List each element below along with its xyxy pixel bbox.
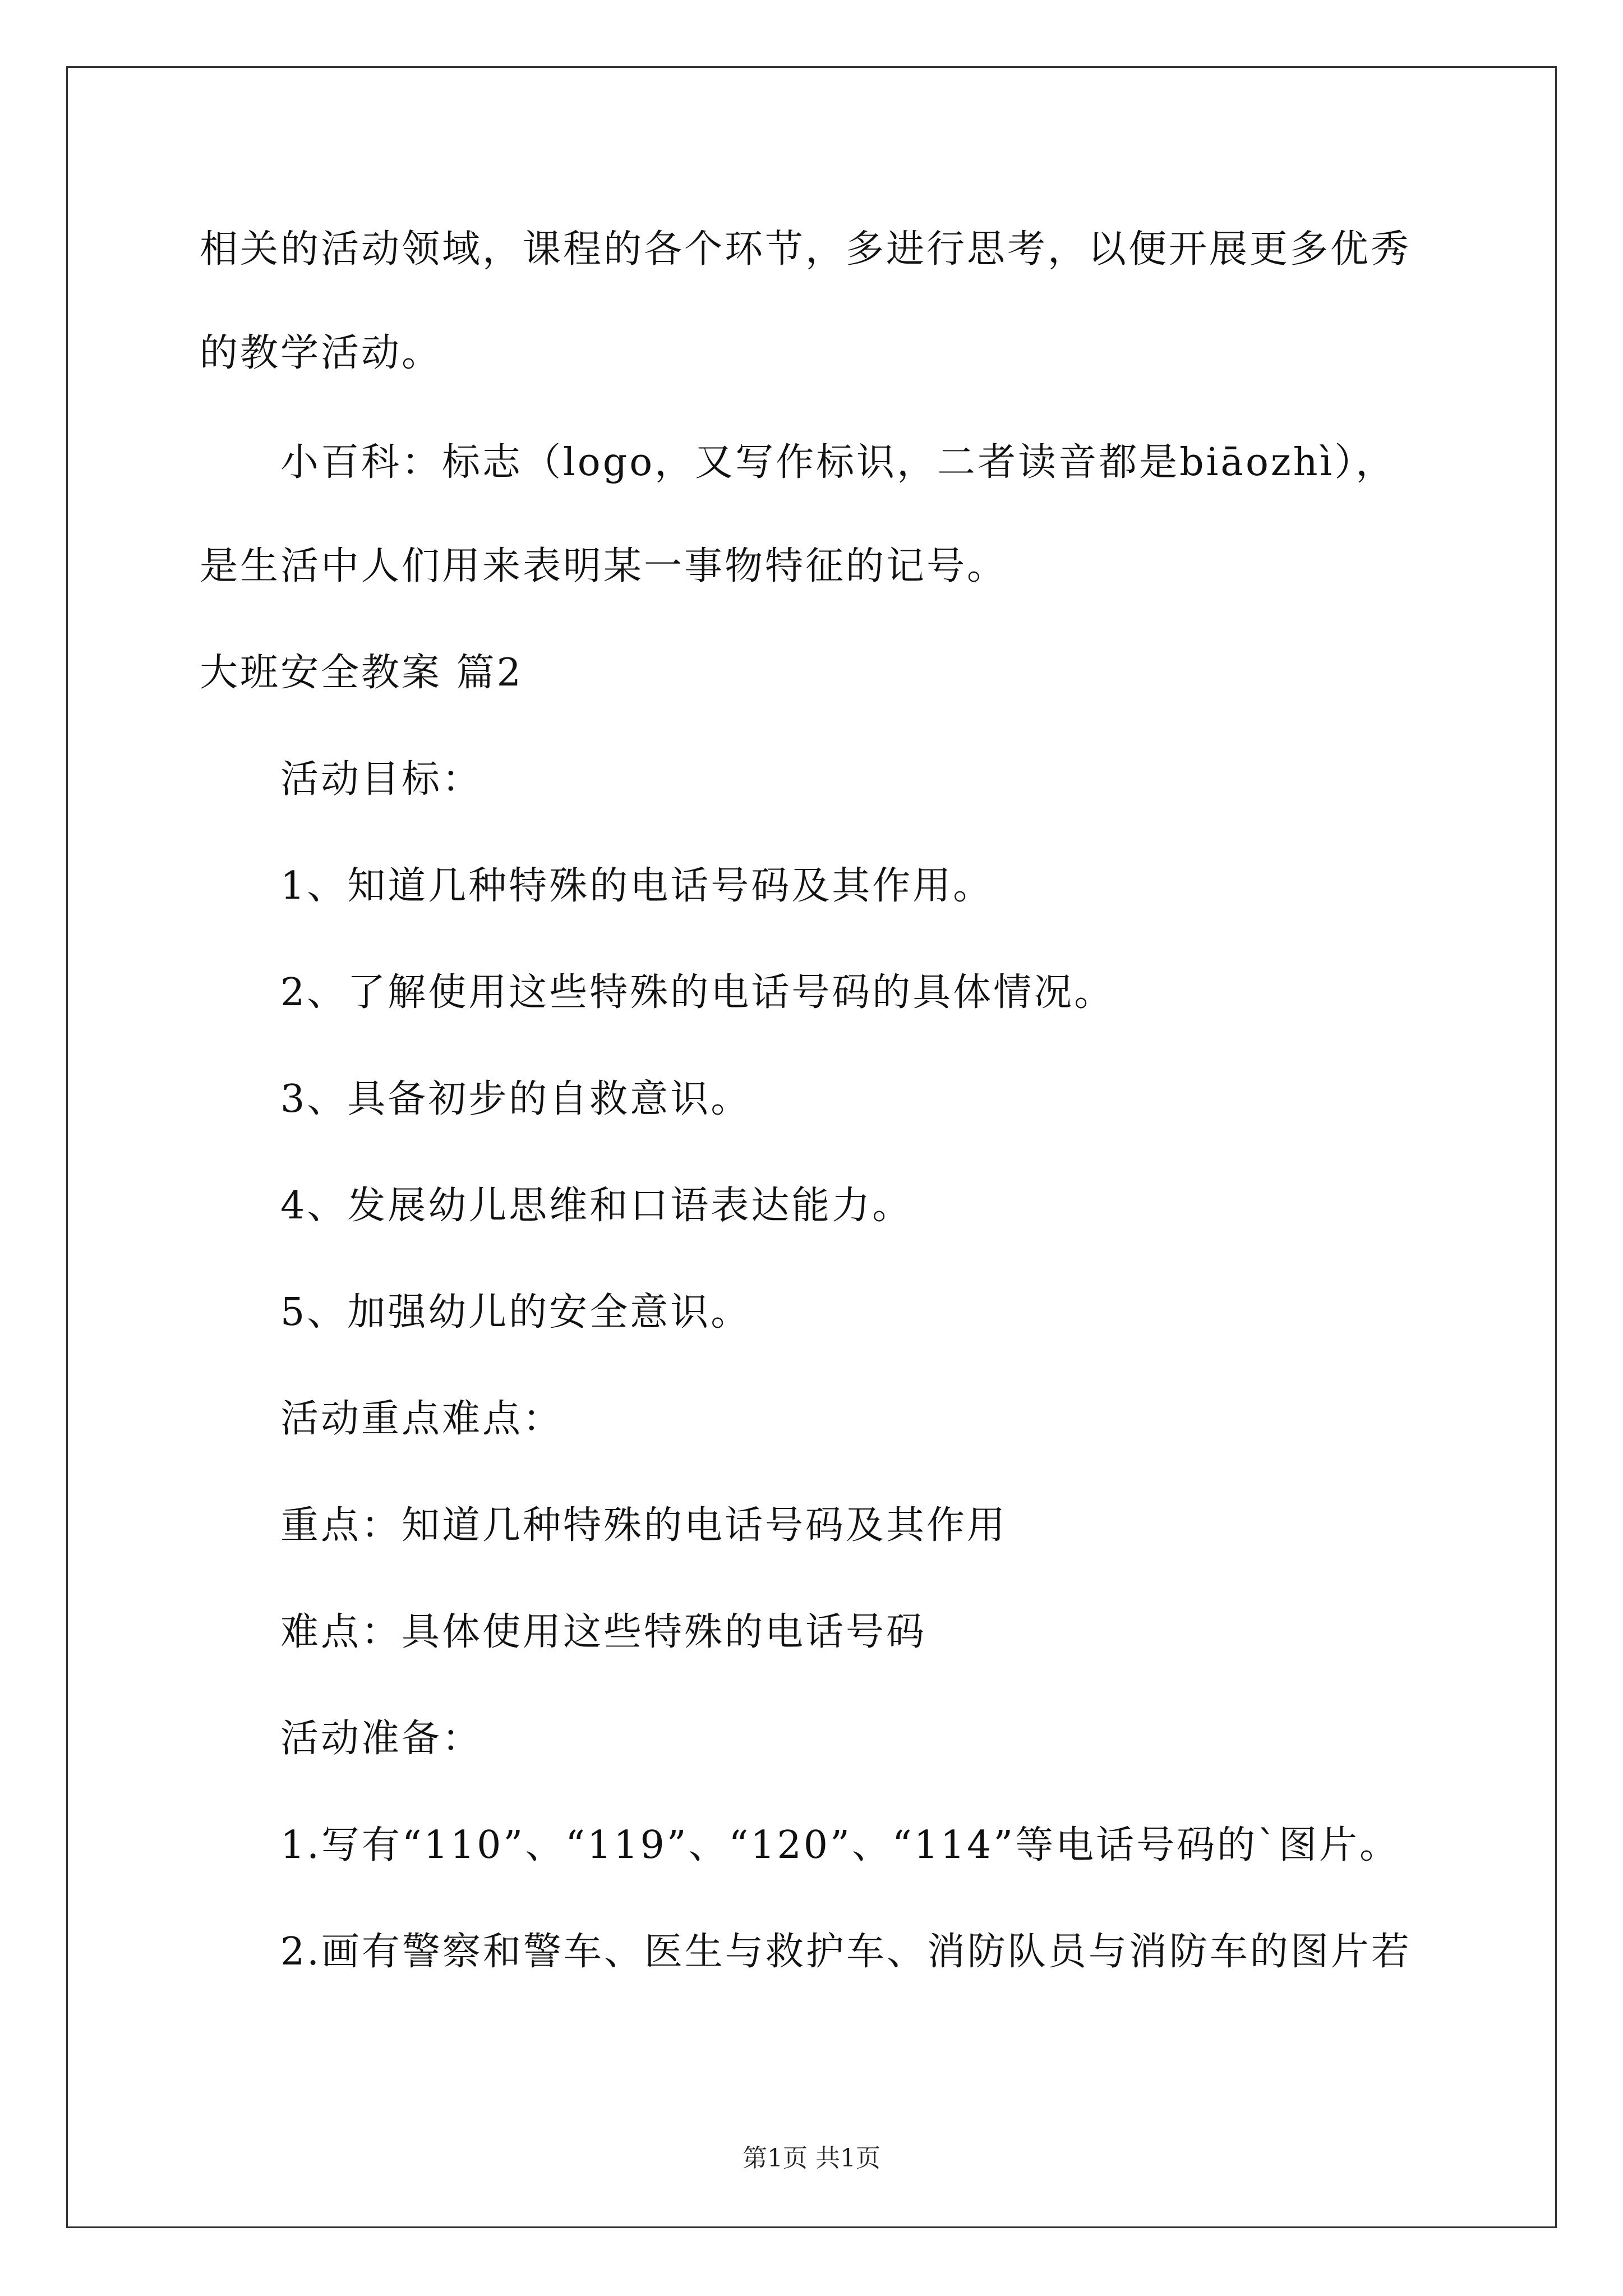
paragraph-line: 重点：知道几种特殊的电话号码及其作用 [280, 1503, 1008, 1548]
paragraph-line: 的教学活动。 [200, 331, 442, 375]
paragraph-line: 难点：具体使用这些特殊的电话号码 [280, 1610, 927, 1654]
list-item: 1、知道几种特殊的电话号码及其作用。 [280, 864, 994, 908]
list-item: 2、了解使用这些特殊的电话号码的具体情况。 [280, 970, 1115, 1015]
list-item: 3、具备初步的自救意识。 [280, 1077, 751, 1121]
section-heading: 大班安全教案 篇2 [200, 651, 523, 695]
page-footer: 第1页 共1页 [743, 2144, 880, 2173]
paragraph-line: 小百科：标志（logo，又写作标识，二者读音都是biāozhì）， [280, 440, 1396, 485]
list-item: 5、加强幼儿的安全意识。 [280, 1290, 751, 1335]
list-item: 1.写有“110”、“119”、“120”、“114”等电话号码的`图片。 [280, 1823, 1400, 1867]
list-item: 4、发展幼儿思维和口语表达能力。 [280, 1184, 913, 1228]
list-item: 2.画有警察和警车、医生与救护车、消防队员与消防车的图片若 [280, 1930, 1412, 1974]
paragraph-line: 活动准备： [280, 1717, 483, 1761]
paragraph-line: 活动重点难点： [280, 1397, 564, 1441]
paragraph-line: 相关的活动领域，课程的各个环节，多进行思考，以便开展更多优秀 [200, 227, 1412, 272]
paragraph-line: 活动目标： [280, 757, 483, 802]
paragraph-line: 是生活中人们用来表明某一事物特征的记号。 [200, 544, 1008, 588]
page-border [66, 66, 1557, 2228]
